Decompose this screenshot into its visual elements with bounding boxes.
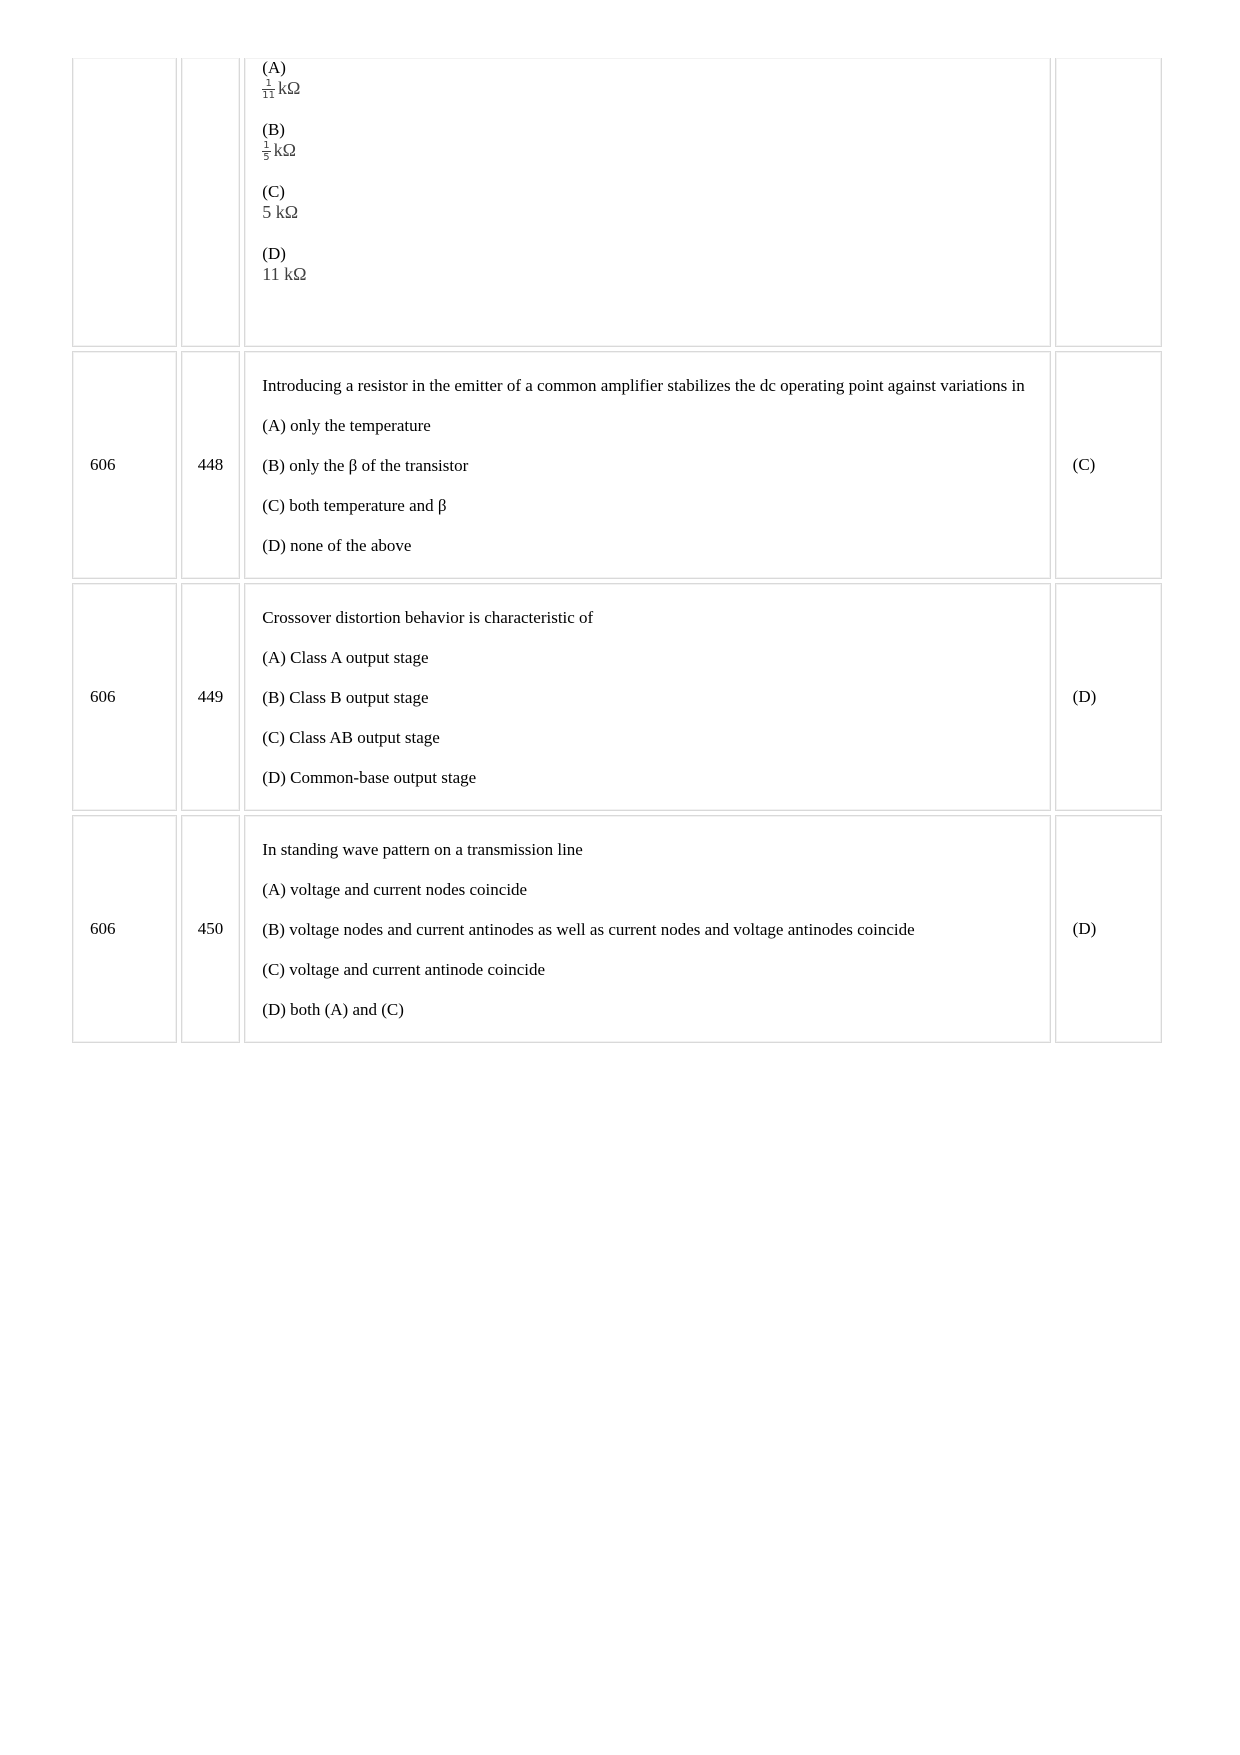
answer-cell: (D) [1055,583,1162,811]
unit: kΩ [278,78,301,98]
fraction [262,140,270,163]
option-text: (A) voltage and current nodes coincide [262,880,528,899]
option-value: 5 kΩ [262,202,299,222]
option-b [262,120,1049,162]
unit: kΩ [273,140,297,160]
question-number-cell: 448 [181,351,241,579]
question-text: Introducing a resistor in the emitter of a common amplifier stabilizes the dc operating point against variations in [262,376,1025,395]
option-text: (D) none of the above [262,536,412,555]
question-number-cell: 450 [181,815,241,1043]
table-row [72,351,1162,579]
question-number-cell [181,58,241,347]
question-cell [244,583,1050,811]
table-row [72,583,1162,811]
table-row [72,815,1162,1043]
option-text: (A) only the temperature [262,416,431,435]
subject-cell: 606 [72,351,177,579]
option-text: (D) both (A) and (C) [262,1000,404,1019]
answer-cell: (C) [1055,351,1162,579]
fraction [262,78,275,101]
option-text: (B) only the β of the transistor [262,456,469,475]
subject-cell: 606 [72,583,177,811]
option-d [262,244,1049,286]
question-text: Crossover distortion behavior is characteristic of [262,608,594,627]
option-text: (C) both temperature and β [262,496,447,515]
fraction-numerator: 1 [263,140,270,152]
option-label: (B) [262,120,285,139]
question-text: In standing wave pattern on a transmission line [262,840,583,859]
question-cell [244,815,1050,1043]
question-table [68,54,1166,1047]
question-number-cell: 449 [181,583,241,811]
option-text: (C) Class AB output stage [262,728,440,747]
option-text: (C) voltage and current antinode coincide [262,960,546,979]
subject-cell: 606 [72,815,177,1043]
fraction-numerator: 1 [262,78,275,90]
option-text: (B) Class B output stage [262,688,429,707]
option-text: (B) voltage nodes and current antinodes as well as current nodes and voltage antinodes coincide [262,920,915,939]
option-c [262,182,1049,224]
option-label: (A) [262,58,286,77]
table-row [72,58,1162,347]
option-label: (C) [262,182,285,201]
question-cell [244,58,1050,347]
answer-cell [1055,58,1162,347]
answer-cell: (D) [1055,815,1162,1043]
question-cell [244,351,1050,579]
fraction-denominator: 5 [263,152,270,164]
option-value [262,78,1049,100]
option-label: (D) [262,244,286,263]
option-value: 11 kΩ [262,264,307,284]
option-a [262,58,1049,100]
option-value [262,140,1049,162]
subject-cell [72,58,177,347]
option-text: (A) Class A output stage [262,648,429,667]
fraction-denominator: 11 [262,90,276,102]
option-text: (D) Common-base output stage [262,768,477,787]
